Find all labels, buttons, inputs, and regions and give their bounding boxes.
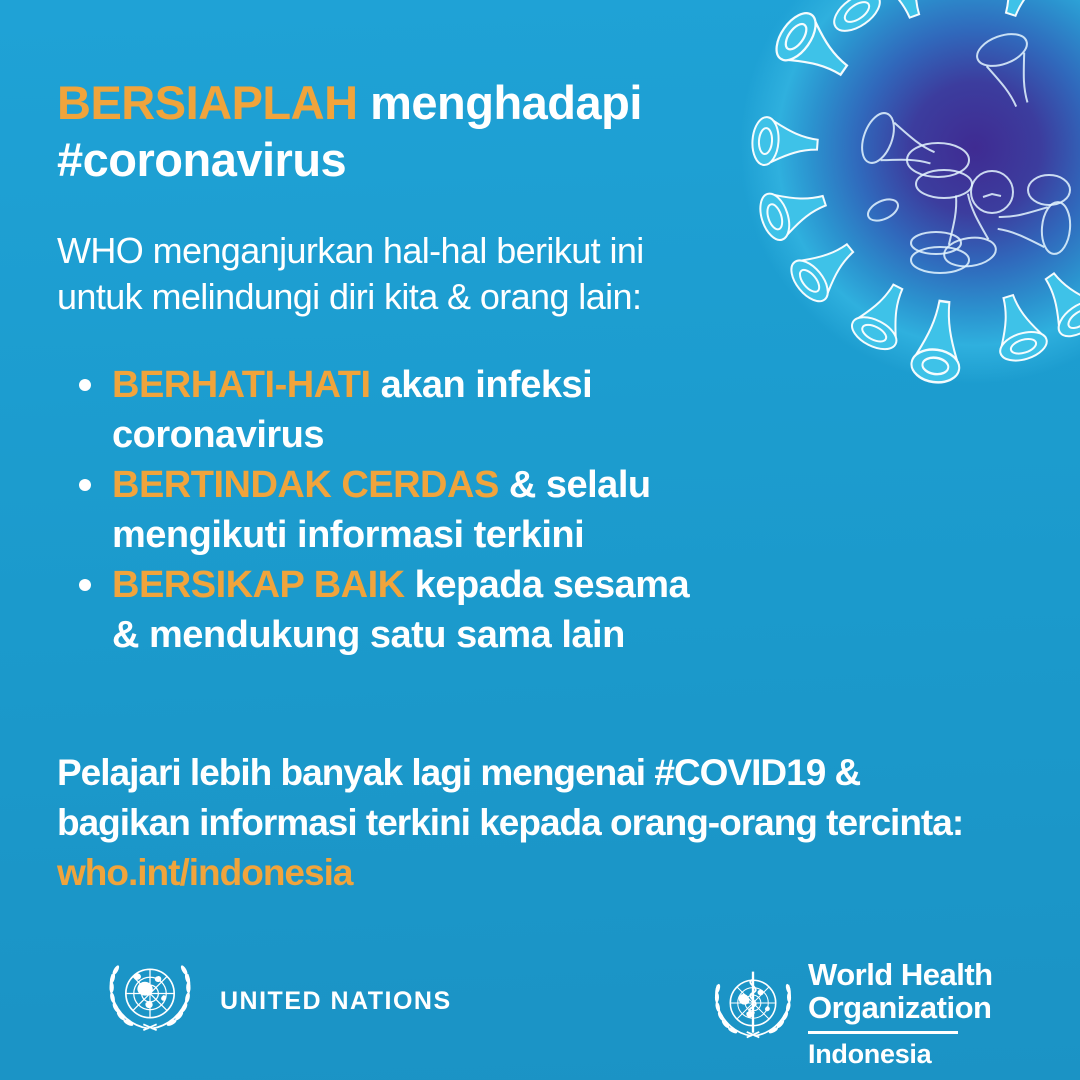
bullet-3-rest: kepada sesama: [404, 564, 690, 606]
bullet-2-line-1: [112, 460, 689, 510]
who-divider: [808, 1031, 958, 1034]
intro-line-2: untuk melindungi diri kita & orang lain:: [57, 276, 642, 317]
who-emblem-icon: [706, 962, 800, 1058]
who-country: Indonesia: [808, 1039, 932, 1069]
bullet-dot-icon: [79, 479, 91, 491]
bullet-3-line-2: & mendukung satu sama lain: [112, 614, 625, 656]
bullet-list: [57, 360, 689, 660]
footer-link: who.int/indonesia: [57, 852, 353, 893]
bullet-3-line-1: [112, 560, 689, 610]
page-title: [57, 74, 642, 188]
title-highlight: BERSIAPLAH: [57, 76, 358, 129]
bullet-1-line-1: [112, 360, 689, 410]
bullet-2-line-2: mengikuti informasi terkini: [112, 514, 585, 556]
bullet-item-3: [57, 560, 689, 660]
un-emblem-icon: [100, 950, 200, 1052]
bullet-item-2: [57, 460, 689, 560]
un-label: UNITED NATIONS: [220, 986, 452, 1015]
intro-text: [57, 228, 644, 320]
bullet-1-line-2: coronavirus: [112, 414, 325, 456]
title-rest: menghadapi: [357, 76, 642, 129]
bullet-dot-icon: [79, 579, 91, 591]
title-line-1: [57, 74, 642, 131]
footer-text: [57, 748, 963, 898]
bullet-2-rest: & selalu: [498, 464, 651, 506]
footer-line-2: bagikan informasi terkini kepada orang-orang tercinta:: [57, 802, 964, 843]
un-logo: [100, 950, 452, 1052]
bullet-item-1: [57, 360, 689, 460]
footer-line-1: Pelajari lebih banyak lagi mengenai #COVID19 &: [57, 752, 861, 793]
bullet-1-rest: akan infeksi: [370, 364, 593, 406]
bullet-dot-icon: [79, 379, 91, 391]
bullet-2-highlight: BERTINDAK CERDAS: [112, 464, 499, 506]
bullet-3-highlight: BERSIKAP BAIK: [112, 564, 405, 606]
who-name-line-2: Organization: [808, 990, 992, 1025]
who-logo: [706, 958, 993, 1070]
bullet-1-highlight: BERHATI-HATI: [112, 364, 371, 406]
who-wordmark: [808, 958, 993, 1070]
title-line-2: #coronavirus: [57, 133, 347, 186]
coronavirus-illustration-icon: [640, 0, 1080, 445]
who-name-line-1: World Health: [808, 957, 993, 992]
intro-line-1: WHO menganjurkan hal-hal berikut ini: [57, 230, 644, 271]
